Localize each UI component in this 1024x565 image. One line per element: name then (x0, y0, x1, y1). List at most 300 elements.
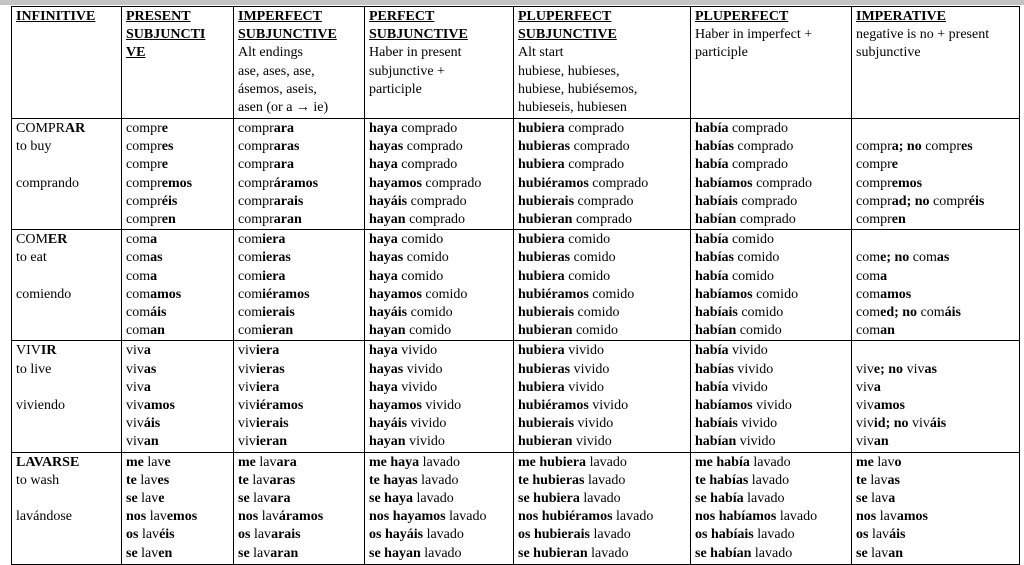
conjugation-form (369, 156, 509, 174)
bold-segment: ad (891, 193, 907, 209)
text-segment: comido (407, 305, 453, 321)
text-segment: vivido (733, 361, 774, 377)
text-segment: lavado (412, 491, 454, 507)
text-segment: comprado (421, 175, 482, 191)
conjugation-form (126, 286, 229, 304)
text-segment: com (126, 268, 151, 284)
text-segment: compr (856, 175, 892, 191)
verb-row (12, 341, 1020, 452)
text-segment: compr (856, 212, 892, 228)
conjugation-form (856, 156, 1015, 174)
conjugation-form (695, 397, 847, 415)
bold-segment: éis (968, 193, 985, 209)
bold-segment: habían (695, 212, 737, 228)
header-note: hubiese, hubiésemos, (518, 81, 638, 97)
text-segment: vivido (588, 398, 629, 414)
bold-segment: en (161, 212, 176, 228)
bold-segment: ierais (255, 416, 289, 432)
conjugation-form (369, 304, 509, 322)
conjugation-form (126, 472, 229, 490)
bold-segment: ed (880, 305, 895, 321)
conjugation-form (126, 508, 229, 526)
text-segment: compr (238, 212, 274, 228)
bold-segment: hubiera (518, 157, 565, 173)
bold-segment: as (143, 361, 157, 377)
conjugation-form (238, 156, 360, 174)
text-segment: comido (728, 268, 774, 284)
conjugation-form (369, 508, 509, 526)
bold-segment: iera (255, 343, 280, 359)
text-segment: comido (397, 268, 444, 284)
bold-segment: emos (166, 509, 198, 525)
bold-segment: hubieran (518, 212, 573, 228)
text-segment: compr (126, 212, 162, 228)
verb-row (12, 230, 1020, 341)
text-segment: com (856, 305, 881, 321)
bold-segment: a (143, 379, 151, 395)
text-segment: lavado (753, 527, 795, 543)
text-segment: vivido (736, 434, 776, 450)
pluperfect-subjunctive-cell (514, 341, 691, 452)
bold-segment: hayamos (369, 175, 422, 191)
bold-segment: áis (944, 305, 962, 321)
conjugation-form (126, 415, 229, 433)
text-segment: vivido (421, 398, 462, 414)
bold-segment: a (873, 379, 881, 395)
bold-segment: me hubiera (518, 454, 587, 470)
text-segment: com (238, 232, 263, 248)
conjugation-form (126, 433, 229, 451)
bold-segment: hayáis (369, 305, 408, 321)
bold-segment: aras (273, 139, 300, 155)
bold-segment: te (856, 472, 867, 488)
text-segment: com (856, 268, 881, 284)
bold-segment: haya (369, 121, 398, 136)
spacer (16, 379, 117, 397)
conjugation-form (695, 138, 847, 156)
text-segment: viv (238, 343, 256, 359)
conjugation-form (369, 379, 509, 397)
bold-segment: hayan (369, 434, 406, 450)
text-segment: lavado (417, 472, 459, 488)
text-segment: compr (238, 121, 274, 136)
text-segment: lavado (589, 527, 631, 543)
text-segment: comprado (733, 139, 794, 155)
bold-segment: había (695, 343, 729, 359)
text-segment: comido (397, 232, 444, 248)
bold-segment: hubiéramos (518, 175, 589, 191)
text-segment: com (126, 250, 151, 266)
bold-segment: hayáis (369, 416, 408, 432)
bold-segment: an (888, 545, 904, 561)
conjugation-form (369, 342, 509, 360)
bold-segment: hubieran (518, 434, 573, 450)
bold-segment: me haya (369, 454, 420, 470)
text-segment: lav (249, 545, 271, 561)
bold-segment: as (924, 361, 937, 377)
text-segment: lav (873, 454, 895, 470)
imperfect-subjunctive-cell (234, 341, 365, 452)
conjugation-form (695, 508, 847, 526)
window-top-edge (0, 0, 1024, 5)
header-title: PLUPERFECT (518, 9, 612, 24)
perfect-subjunctive-cell (365, 230, 514, 341)
text-segment: compr (126, 193, 162, 209)
bold-segment: a (888, 491, 896, 507)
header-note: asen (or a → ie) (238, 100, 329, 116)
text-segment: to eat (16, 250, 47, 266)
conjugation-form (238, 138, 360, 156)
bold-segment: id (873, 416, 886, 432)
text-segment: com (126, 286, 151, 302)
conjugation-form (238, 490, 360, 508)
text-segment: com (126, 305, 151, 321)
header-title: SUBJUNCTIVE (369, 27, 468, 43)
spacer (16, 268, 117, 286)
bold-segment: hubiera (518, 121, 565, 136)
conjugation-form (518, 415, 686, 433)
bold-segment: es (157, 472, 170, 488)
header-title: IMPERATIVE (856, 9, 946, 24)
header-present-subjunctive (122, 7, 234, 119)
bold-segment: hubierais (518, 416, 575, 432)
conjugation-form (369, 433, 509, 451)
conjugation-form (369, 490, 509, 508)
bold-segment: nos (238, 509, 259, 525)
text-segment: comprado (570, 139, 630, 155)
text-segment: vivido (397, 379, 438, 395)
conjugation-form (518, 361, 686, 379)
bold-segment: ierais (262, 305, 295, 321)
pluperfect-cell (691, 452, 852, 564)
text-segment: lavado (423, 527, 464, 543)
conjugation-form (238, 397, 360, 415)
conjugation-form (518, 249, 686, 267)
spacer (16, 490, 117, 508)
text-segment: vivido (737, 416, 778, 432)
bold-segment: ara (270, 491, 291, 507)
text-segment: lav (248, 472, 270, 488)
text-segment: lav (876, 509, 897, 525)
text-segment: lavándose (16, 509, 72, 525)
conjugation-form (695, 379, 847, 397)
bold-segment: hayamos (369, 286, 422, 302)
text-segment: comido (728, 232, 774, 248)
infinitive-cell (12, 119, 122, 230)
conjugation-form (518, 304, 686, 322)
bold-segment: ieras (255, 361, 285, 377)
text-segment: com (917, 305, 945, 321)
conjugation-form (126, 120, 229, 138)
conjugation-form (126, 175, 229, 193)
conjugation-form (238, 361, 360, 379)
bold-segment: os (238, 527, 251, 543)
bold-segment: habíamos (695, 398, 753, 414)
text-segment: compr (126, 121, 162, 136)
bold-segment: es (960, 139, 973, 155)
header-title: VE (126, 45, 146, 61)
bold-segment: hayas (369, 250, 404, 266)
conjugation-form (369, 120, 509, 138)
bold-segment: te hubieras (518, 472, 585, 488)
bold-segment: an (143, 434, 159, 450)
pluperfect-subjunctive-cell (514, 452, 691, 564)
gerund (16, 508, 117, 526)
text-segment: to buy (16, 139, 52, 155)
bold-segment: emos (891, 175, 923, 191)
text-segment: lavado (751, 545, 793, 561)
bold-segment: os hubierais (518, 527, 590, 543)
conjugation-form (369, 231, 509, 249)
conjugation-form (518, 231, 686, 249)
text-segment: lavado (776, 509, 818, 525)
conjugation-form (518, 490, 686, 508)
bold-segment: iera (255, 379, 280, 395)
text-segment: compr (238, 175, 274, 191)
present-subjunctive-cell (122, 341, 234, 452)
conjugation-form (856, 322, 1015, 340)
bold-segment: haya (369, 232, 398, 248)
conjugation-form (518, 526, 686, 544)
conjugation-form (518, 193, 686, 211)
present-subjunctive-cell (122, 230, 234, 341)
bold-segment: áramos (278, 509, 324, 525)
bold-segment: habías (695, 139, 734, 155)
conjugation-form (695, 156, 847, 174)
bold-segment: hubiera (518, 343, 565, 359)
meaning (16, 249, 117, 267)
text-segment: lav (146, 509, 167, 525)
conjugation-form (856, 379, 1015, 397)
gerund (16, 175, 117, 193)
bold-segment: a (150, 268, 158, 284)
meaning (16, 361, 117, 379)
header-note: hubieseis, hubiesen (518, 100, 627, 116)
text-segment: com (238, 268, 263, 284)
bold-segment: iera (262, 268, 286, 284)
conjugation-form (695, 545, 847, 563)
infinitive (16, 120, 117, 138)
pluperfect-subjunctive-cell (514, 119, 691, 230)
text-segment: lavado (748, 472, 790, 488)
pluperfect-subjunctive-cell (514, 230, 691, 341)
header-note: participle (695, 45, 748, 61)
text-segment: viv (856, 398, 874, 414)
conjugation-form (856, 342, 1015, 360)
bold-segment: e (158, 491, 165, 507)
bold-segment: es (161, 139, 174, 155)
bold-segment: hubieras (518, 361, 571, 377)
text-segment: comido (403, 250, 449, 266)
bold-segment: éis (159, 527, 175, 543)
bold-segment: nos (856, 509, 877, 525)
bold-segment: aran (273, 212, 302, 228)
bold-segment: a (880, 268, 888, 284)
conjugation-form (238, 304, 360, 322)
conjugation-form (518, 322, 686, 340)
conjugation-form (695, 490, 847, 508)
text-segment: viv (908, 416, 930, 432)
text-segment: compr (238, 157, 274, 173)
text-segment: comido (588, 286, 635, 302)
text-segment: lav (867, 545, 889, 561)
text-segment: comido (405, 323, 452, 339)
text-segment: to wash (16, 472, 60, 488)
text-segment: viv (238, 379, 256, 395)
header-title: PLUPERFECT (695, 9, 789, 24)
bold-segment: amos (880, 286, 912, 302)
conjugation-form (695, 472, 847, 490)
conjugation-form (518, 545, 686, 563)
text-segment: vivido (397, 343, 438, 359)
text-segment: compr (921, 139, 961, 155)
bold-segment: e (164, 454, 171, 470)
header-note: hubiese, hubieses, (518, 63, 620, 79)
text-segment: compr (126, 175, 162, 191)
conjugation-form (695, 286, 847, 304)
text-segment: comido (733, 250, 780, 266)
conjugation-form (126, 231, 229, 249)
conjugation-form (238, 249, 360, 267)
infinitive-cell (12, 341, 122, 452)
conjugation-form (369, 211, 509, 229)
conjugation-table (11, 6, 1020, 565)
text-segment: comprado (574, 193, 634, 209)
text-segment: vivido (728, 343, 768, 359)
conjugation-form (518, 342, 686, 360)
bold-segment: haya (369, 343, 398, 359)
text-segment: com (238, 305, 263, 321)
text-segment: lav (137, 491, 159, 507)
pluperfect-cell (691, 230, 852, 341)
text-segment: viv (856, 434, 874, 450)
infinitive-cell (12, 452, 122, 564)
text-segment: comido (736, 323, 782, 339)
text-segment: vivido (574, 416, 614, 432)
conjugation-form (369, 193, 509, 211)
bold-segment: se había (695, 491, 744, 507)
bold-segment: ara (276, 454, 297, 470)
conjugation-form (369, 454, 509, 472)
text-segment: com (238, 286, 263, 302)
bold-segment: hubiera (518, 232, 565, 248)
bold-segment: a (150, 232, 158, 248)
text-segment: comido (564, 268, 611, 284)
conjugation-form (695, 120, 847, 138)
text-segment: lavado (743, 491, 785, 507)
bold-segment: se habían (695, 545, 752, 561)
conjugation-form (856, 268, 1015, 286)
bold-segment: arais (271, 527, 301, 543)
bold-segment: os (126, 527, 139, 543)
bold-segment: se (856, 545, 868, 561)
bold-segment: AR (65, 121, 86, 136)
bold-segment: áis (150, 305, 167, 321)
text-segment: viv (126, 434, 144, 450)
header-note: participle (369, 81, 422, 97)
pluperfect-cell (691, 119, 852, 230)
bold-segment: hayan (369, 323, 406, 339)
bold-segment: se (126, 545, 138, 561)
text-segment: vivido (752, 398, 792, 414)
conjugation-form (518, 286, 686, 304)
header-title: PERFECT (369, 9, 435, 24)
bold-segment: os (856, 527, 869, 543)
conjugation-form (126, 211, 229, 229)
conjugation-form (695, 268, 847, 286)
conjugation-form (238, 286, 360, 304)
conjugation-form (695, 454, 847, 472)
conjugation-form (856, 526, 1015, 544)
text-segment: comprado (572, 212, 632, 228)
conjugation-form (369, 286, 509, 304)
header-title: SUBJUNCTIVE (238, 27, 337, 43)
conjugation-form (856, 472, 1015, 490)
bold-segment: amos (150, 286, 182, 302)
bold-segment: hayas (369, 361, 404, 377)
bold-segment: o (894, 454, 902, 470)
conjugation-form (238, 454, 360, 472)
text-segment: comprado (564, 157, 625, 173)
bold-segment: ; no (894, 305, 918, 321)
text-segment: vivido (572, 434, 612, 450)
conjugation-form (695, 175, 847, 193)
conjugation-form (126, 249, 229, 267)
bold-segment: habíais (695, 416, 738, 432)
bold-segment: había (695, 268, 729, 284)
bold-segment: se (856, 491, 868, 507)
header-pluperfect-subjunctive (514, 7, 691, 119)
bold-segment: iéramos (262, 286, 310, 302)
text-segment: comprado (737, 193, 798, 209)
conjugation-form (126, 526, 229, 544)
conjugation-form (518, 268, 686, 286)
bold-segment: iéramos (255, 398, 304, 414)
conjugation-form (238, 342, 360, 360)
bold-segment: áramos (273, 175, 319, 191)
conjugation-form (518, 120, 686, 138)
text-segment: compr (929, 193, 969, 209)
conjugation-form (518, 433, 686, 451)
conjugation-form (369, 249, 509, 267)
conjugation-form (518, 156, 686, 174)
conjugation-form (126, 193, 229, 211)
bold-segment: an (873, 434, 889, 450)
conjugation-form (856, 454, 1015, 472)
header-note: subjunctive (856, 45, 921, 61)
bold-segment: os habíais (695, 527, 754, 543)
conjugation-form (369, 322, 509, 340)
header-infinitive (12, 7, 122, 119)
bold-segment: haya (369, 268, 398, 284)
imperfect-subjunctive-cell (234, 230, 365, 341)
conjugation-form (695, 211, 847, 229)
conjugation-form (695, 415, 847, 433)
bold-segment: te hayas (369, 472, 418, 488)
bold-segment: en (158, 545, 173, 561)
spacer (16, 156, 117, 174)
text-segment: comprado (405, 212, 466, 228)
bold-segment: se (126, 491, 138, 507)
perfect-subjunctive-cell (365, 452, 514, 564)
text-segment: comprado (403, 139, 463, 155)
conjugation-form (369, 138, 509, 156)
bold-segment: se hubieran (518, 545, 588, 561)
conjugation-form (126, 545, 229, 563)
header-pluperfect (691, 7, 852, 119)
bold-segment: había (695, 379, 729, 395)
bold-segment: hayas (369, 139, 404, 155)
